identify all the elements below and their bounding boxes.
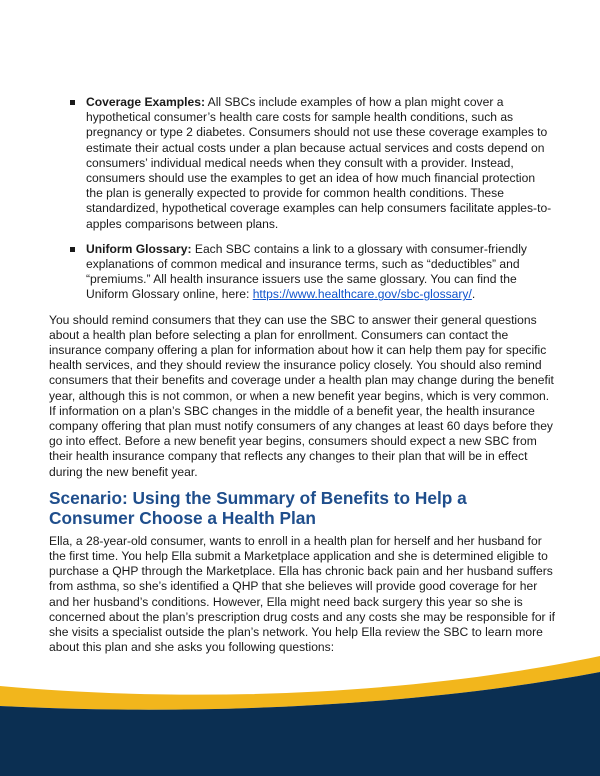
bullet-text: All SBCs include examples of how a plan might cover a hypothetical consumer’s health care costs for sample health conditions, such as pregnancy or type 2 diabetes. Consumers should not use these coverage examples to estimate their actual costs under a plan because actual services and costs depend on consumers’ individual medical needs when they consult with a provider. Instead, consumers should use the examples to get an idea of how much financial protection the plan is generally expected to provide for common health conditions. These standardized, hypothetical coverage examples can help consumers facilitate apples-to-apples comparisons between plans.: [86, 95, 552, 231]
bullet-term: Uniform Glossary:: [86, 241, 192, 256]
body-paragraph: You should remind consumers that they can use the SBC to answer their general questions about a health plan before selecting a plan for enrollment. Consumers can contact the insurance company offering a plan for information about how it can help them pay for specific health services, and they should review the insurance policy closely. You should also remind consumers that their benefits and coverage under a health plan may change during the benefit year, although this is not common, or when a new benefit year begins, which is very common. If information on a plan’s SBC changes in the middle of a benefit year, the health insurance company offering that plan must notify consumers of any changes at least 60 days before they go into effect. Before a new benefit year begins, consumers should expect a new SBC from their health insurance company that reflects any changes to their plan that will be in effect during the new benefit year.: [49, 312, 554, 479]
list-item: [49, 242, 555, 303]
bullet-list: [49, 95, 555, 303]
page-content: [49, 95, 555, 664]
glossary-link[interactable]: https://www.healthcare.gov/sbc-glossary/: [252, 287, 472, 302]
bullet-term: Coverage Examples:: [86, 95, 205, 109]
square-bullet-icon: [70, 100, 75, 105]
bullet-text: Each SBC contains a link to a glossary with consumer-friendly explanations of common medical and insurance terms, such as “deductibles” and “premiums.” All health insurance issuers use the same glossary. You can find the Uniform Glossary online, here:: [86, 241, 527, 302]
list-item: [49, 95, 555, 232]
scenario-heading: Scenario: Using the Summary of Benefits to Help a Consumer Choose a Health Plan: [49, 487, 467, 528]
footer-banner: [0, 656, 600, 776]
body-paragraph: Ella, a 28-year-old consumer, wants to enroll in a health plan for herself and her husband for the first time. You help Ella submit a Marketplace application and she is determined eligible to purchase a QHP through the Marketplace. Ella has chronic back pain and her husband suffers from asthma, so she’s identified a QHP that she believes will provide good coverage for her and her husband’s conditions. However, Ella might need back surgery this year so she is concerned about the plan’s prescription drug costs and any costs she may be responsible for if she visits a specialist outside the plan’s network. You help Ella review the SBC to learn more about this plan and she asks you following questions:: [49, 533, 555, 655]
bullet-text-end: .: [471, 287, 476, 302]
square-bullet-icon: [70, 247, 75, 252]
